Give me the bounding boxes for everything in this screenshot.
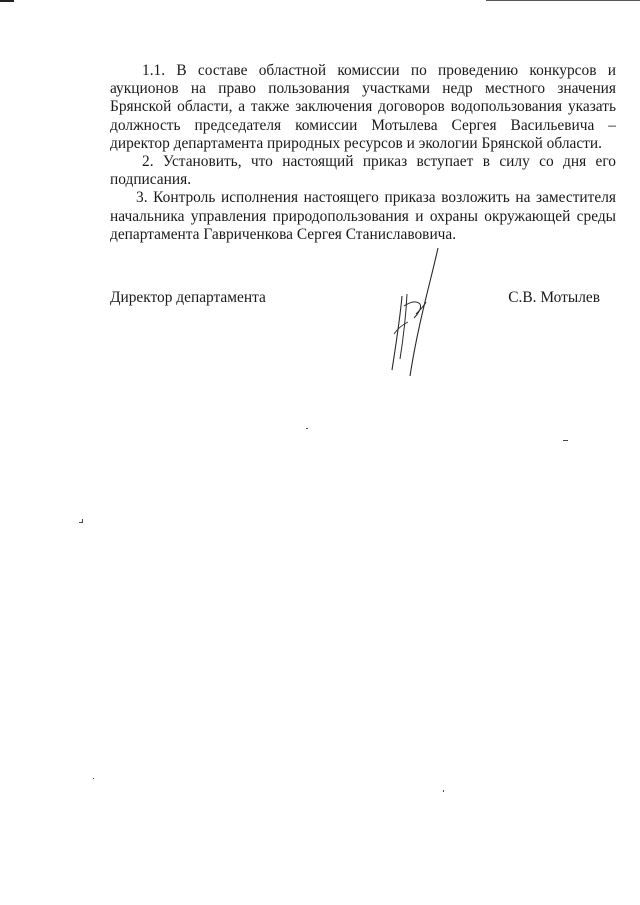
handwritten-signature <box>380 244 450 379</box>
paragraph-1-1: 1.1. В составе областной комиссии по проведению конкурсов и аукционов на право пользования участками недр местного значения Брянской области, а также заключения договоров водопользования указать должность председателя комиссии Мотылева Сергея Васильевича – директор департамента природных ресурсов и экологии Брянской области. <box>110 62 616 152</box>
document-body <box>110 62 616 244</box>
scan-speck <box>563 440 568 441</box>
scan-speck <box>443 790 444 792</box>
paragraph-3: 3. Контроль исполнения настоящего приказа возложить на заместителя начальника управления природопользования и охраны окружающей среды департамента Гавриченкова Сергея Станиславовича. <box>110 189 616 243</box>
scan-speck <box>306 428 308 429</box>
paragraph-2: 2. Установить, что настоящий приказ вступает в силу со дня его подписания. <box>110 153 616 189</box>
scan-speck <box>79 522 83 523</box>
signatory-name: С.В. Мотылев <box>508 289 600 306</box>
scan-speck <box>93 778 94 779</box>
scan-edge-line <box>486 0 640 1</box>
signatory-title: Директор департамента <box>110 289 266 306</box>
scan-corner-mark <box>0 0 14 2</box>
